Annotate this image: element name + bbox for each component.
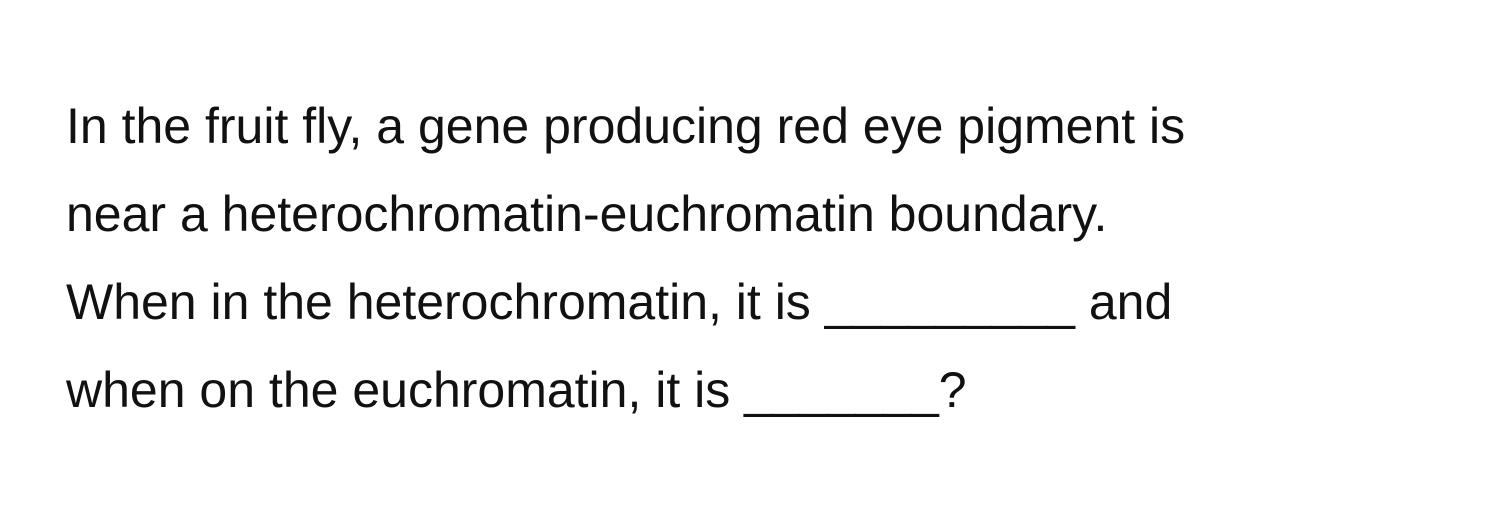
- question-line-1: In the fruit fly, a gene producing red eye pigment is: [66, 98, 1186, 154]
- question-line-3: When in the heterochromatin, it is _________ and: [66, 274, 1173, 330]
- question-line-2: near a heterochromatin-euchromatin boundary.: [66, 186, 1108, 242]
- question-text: [66, 82, 1456, 434]
- question-line-4: when on the euchromatin, it is _______?: [66, 362, 967, 418]
